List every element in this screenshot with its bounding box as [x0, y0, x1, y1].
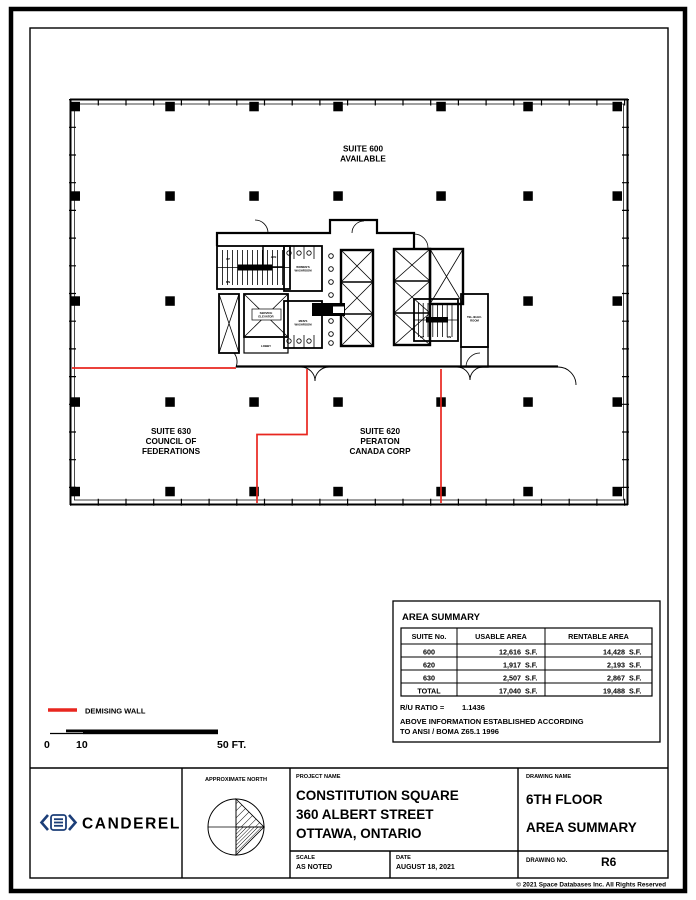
outer-page-border	[11, 9, 685, 891]
north-compass	[205, 777, 267, 855]
ru-ratio-label: R/U RATIO =	[400, 703, 445, 712]
approximate-north-label: APPROXIMATE NORTH	[204, 777, 268, 783]
suite-620-label: CANADA CORP	[349, 447, 411, 456]
column	[249, 191, 258, 201]
column	[71, 487, 81, 497]
suite-620-label: SUITE 620	[359, 427, 401, 436]
stair-up-label: UP	[225, 257, 231, 261]
title-block	[30, 768, 668, 889]
cell-usable: 12,616	[499, 647, 521, 657]
project-name-cell	[296, 774, 459, 871]
date-label: DATE	[396, 855, 411, 861]
cell-unit: S.F.	[629, 660, 642, 670]
cell-suite: 620	[423, 660, 435, 670]
demising-wall-label: DEMISING WALL	[85, 706, 146, 716]
scale-zero: 0	[44, 739, 50, 751]
service-elevator-label: ELEVATOR	[258, 314, 274, 319]
tel-elec-label: ROOM	[470, 318, 479, 323]
column	[333, 397, 343, 407]
scale-label: SCALE	[296, 855, 315, 861]
cell-unit: S.F.	[525, 647, 538, 657]
drawing-no-label: DRAWING NO.	[526, 858, 568, 864]
column	[165, 487, 175, 497]
column	[613, 397, 623, 407]
elevator-door-indicators	[329, 254, 334, 346]
project-name-label: PROJECT NAME	[296, 774, 341, 780]
cell-rentable: 14,428	[603, 647, 625, 657]
cell-rentable: 2,867	[607, 673, 625, 683]
lobby-label: LOBBY	[260, 344, 272, 348]
column	[613, 487, 623, 497]
suite-630-label: COUNCIL OF	[145, 437, 197, 446]
col-header-usable: USABLE AREA	[475, 632, 527, 641]
canderel-logo	[42, 815, 181, 833]
column	[523, 102, 533, 112]
date-value: AUGUST 18, 2021	[396, 864, 455, 871]
legend	[48, 707, 146, 716]
shaft-right	[430, 249, 463, 304]
drawing-no-value: R6	[601, 855, 617, 869]
column	[333, 102, 343, 112]
suite-630-label: FEDERATIONS	[141, 447, 201, 456]
column	[71, 191, 81, 201]
vestibule	[461, 347, 488, 367]
column	[71, 296, 81, 306]
mens-label: WASHROOM	[294, 322, 312, 327]
column	[523, 296, 533, 306]
column	[436, 191, 446, 201]
cell-usable: 2,507	[503, 673, 521, 683]
column	[249, 102, 258, 112]
cell-usable: 1,917	[503, 660, 521, 670]
suite-600-label: AVAILABLE	[340, 154, 386, 164]
cell-suite: 600	[423, 647, 435, 657]
column	[333, 191, 343, 201]
col-header-suite: SUITE No.	[411, 632, 447, 641]
womens-label: WASHROOM	[294, 268, 312, 273]
jan-label: JAN	[270, 255, 277, 259]
tel-elec-label: TEL./ELEC.	[466, 315, 483, 319]
column	[523, 191, 533, 201]
cell-suite: 630	[423, 673, 435, 683]
suite-630-label: SUITE 630	[150, 427, 192, 436]
suite-600-label: SUITE 600	[342, 144, 384, 154]
cell-usable: 17,040	[499, 686, 521, 696]
cell-unit: S.F.	[525, 686, 538, 696]
column	[165, 191, 175, 201]
canderel-logo-icon	[42, 815, 76, 830]
column	[165, 296, 175, 306]
scale-value: AS NOTED	[296, 864, 333, 871]
drawing-name-cell	[526, 774, 637, 869]
scale-fifty: 50 FT.	[217, 739, 247, 751]
stair-dn-label: DN	[225, 280, 231, 284]
womens-label: WOMEN'S	[296, 265, 310, 269]
core-wall-niche	[333, 307, 344, 314]
scale-ten: 10	[76, 739, 88, 751]
mens-label: MEN'S	[298, 319, 308, 323]
col-header-rentable: RENTABLE AREA	[568, 632, 629, 641]
elevator-bank-east	[394, 249, 430, 345]
column	[249, 397, 258, 407]
corridor-wall-south	[234, 353, 576, 385]
column	[165, 397, 175, 407]
column	[333, 487, 343, 497]
project-name-line: 360 ALBERT STREET	[296, 807, 434, 822]
suite-620-label: PERATON	[360, 437, 400, 446]
cell-unit: S.F.	[525, 660, 538, 670]
shaft-left	[219, 294, 239, 353]
scale-bar	[44, 730, 246, 752]
area-summary-title: AREA SUMMARY	[402, 612, 480, 623]
cell-unit: S.F.	[525, 673, 538, 683]
column	[613, 296, 623, 306]
elevator-bank-west	[341, 250, 373, 346]
cell-suite: TOTAL	[417, 686, 441, 696]
column	[523, 397, 533, 407]
cell-rentable: 2,193	[607, 660, 625, 670]
drawing-name-line: 6TH FLOOR	[526, 792, 603, 807]
drawing-name-label: DRAWING NAME	[526, 774, 572, 780]
boma-note: ABOVE INFORMATION ESTABLISHED ACCORDING	[400, 717, 584, 726]
project-name-line: CONSTITUTION SQUARE	[296, 788, 459, 803]
column	[523, 487, 533, 497]
column	[165, 102, 175, 112]
demising-wall-center	[257, 369, 307, 503]
building-core	[217, 220, 576, 385]
cell-unit: S.F.	[629, 686, 642, 696]
copyright-notice: © 2021 Space Databases Inc. All Rights Reserved	[516, 881, 666, 889]
canderel-logo-text: CANDEREL	[82, 815, 181, 833]
cell-rentable: 19,488	[603, 686, 625, 696]
cell-unit: S.F.	[629, 647, 642, 657]
floor-plan	[70, 99, 628, 505]
column	[436, 102, 446, 112]
drawing-name-line: AREA SUMMARY	[526, 820, 637, 835]
boma-note: TO ANSI / BOMA Z65.1 1996	[400, 727, 499, 736]
project-name-line: OTTAWA, ONTARIO	[296, 826, 422, 841]
stair-dn-label: DN	[446, 335, 452, 339]
column	[613, 191, 623, 201]
area-summary	[393, 601, 660, 742]
column	[613, 102, 623, 112]
service-elevator-label: SERVICE	[259, 311, 273, 315]
cell-unit: S.F.	[629, 673, 642, 683]
stair-up-label: UP	[419, 335, 425, 339]
ru-ratio-value: 1.1436	[462, 703, 485, 712]
column	[71, 397, 81, 407]
column	[71, 102, 81, 112]
